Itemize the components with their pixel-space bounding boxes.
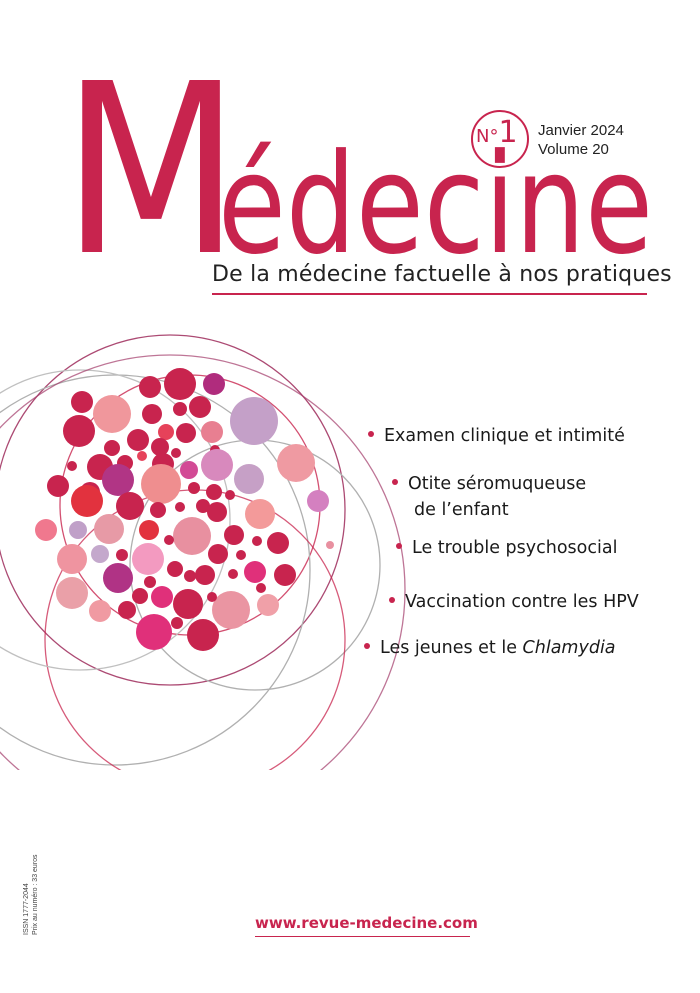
art-dot <box>173 517 211 555</box>
art-dot <box>164 368 196 400</box>
topic-item <box>389 592 639 612</box>
art-dot <box>47 475 69 497</box>
art-dot <box>102 464 134 496</box>
topic-label-italic: Chlamydia <box>522 638 616 658</box>
art-dot <box>189 396 211 418</box>
art-dot <box>116 492 144 520</box>
topic-label: Le trouble psychosocial <box>412 538 618 558</box>
art-dot <box>94 514 124 544</box>
art-dot <box>164 535 174 545</box>
art-dot <box>89 600 111 622</box>
art-dot <box>91 545 109 563</box>
art-dot <box>56 577 88 609</box>
art-dot <box>118 601 136 619</box>
issue-date-block <box>538 121 624 159</box>
website-link[interactable]: www.revue-medecine.com <box>255 914 478 932</box>
art-dot <box>67 461 77 471</box>
art-dot <box>171 448 181 458</box>
topic-item <box>392 471 586 523</box>
bullet-dot-icon <box>392 479 398 485</box>
art-dot <box>63 415 95 447</box>
art-dot <box>93 395 131 433</box>
art-dot <box>277 444 315 482</box>
art-dot <box>234 464 264 494</box>
art-dot <box>208 544 228 564</box>
art-dot <box>307 490 329 512</box>
art-dot <box>132 543 164 575</box>
art-dot <box>136 614 172 650</box>
art-dot <box>225 490 235 500</box>
issue-date: Janvier 2024 <box>538 122 624 139</box>
price-text: Prix au numéro : 33 euros <box>32 854 39 935</box>
issn-text: ISSN 1777-2044 <box>23 883 30 935</box>
art-dot <box>224 525 244 545</box>
art-dot <box>173 589 203 619</box>
art-dot <box>167 561 183 577</box>
art-dot <box>207 502 227 522</box>
art-dot <box>228 569 238 579</box>
art-dot <box>230 397 278 445</box>
topic-label: Examen clinique et intimité <box>384 426 625 446</box>
art-dot <box>206 484 222 500</box>
topic-item <box>368 426 625 446</box>
topic-label: Otite séromuqueuse <box>408 474 587 494</box>
topic-label-line2: de l’enfant <box>414 500 509 520</box>
art-dot <box>137 451 147 461</box>
website-underline <box>255 936 470 937</box>
art-dot <box>326 541 334 549</box>
issn-imprint <box>22 854 40 935</box>
art-dot <box>173 402 187 416</box>
art-dot <box>236 550 246 560</box>
art-dot <box>71 485 103 517</box>
art-dot <box>187 619 219 651</box>
issue-number <box>476 115 518 150</box>
masthead-subtitle: De la médecine factuelle à nos pratiques <box>212 262 672 287</box>
art-dot <box>188 482 200 494</box>
bullet-dot-icon <box>364 643 370 649</box>
art-dot <box>203 373 225 395</box>
art-dot <box>139 376 161 398</box>
art-dot <box>212 591 250 629</box>
topic-label: Vaccination contre les HPV <box>405 592 639 612</box>
art-dot <box>171 617 183 629</box>
masthead-title-initial: M <box>62 33 240 260</box>
art-dot <box>104 440 120 456</box>
art-dot <box>257 594 279 616</box>
issue-volume: Volume 20 <box>538 141 609 158</box>
art-dot <box>150 502 166 518</box>
issue-number-prefix: N° <box>476 126 499 147</box>
art-dot <box>195 565 215 585</box>
art-dot <box>180 461 198 479</box>
art-dot <box>245 499 275 529</box>
art-dot <box>132 588 148 604</box>
art-dot <box>158 424 174 440</box>
art-dot <box>151 438 169 456</box>
art-dot <box>144 576 156 588</box>
art-dot <box>151 586 173 608</box>
art-dot <box>103 563 133 593</box>
art-dot <box>142 404 162 424</box>
masthead-title-rest: édecine <box>218 124 653 260</box>
bullet-dot-icon <box>389 597 395 603</box>
art-dot <box>139 520 159 540</box>
topic-label: Les jeunes et le <box>380 638 523 658</box>
art-dot <box>184 570 196 582</box>
art-dot <box>176 423 196 443</box>
issue-number-value: 1 <box>498 115 518 150</box>
art-dot <box>201 449 233 481</box>
bullet-dot-icon <box>368 431 374 437</box>
art-dot <box>207 592 217 602</box>
art-dot <box>116 549 128 561</box>
art-dot <box>274 564 296 586</box>
art-dot <box>57 544 87 574</box>
subtitle-underline <box>212 293 647 295</box>
art-dot <box>71 391 93 413</box>
art-dot <box>35 519 57 541</box>
topic-item <box>396 538 617 558</box>
art-dot <box>141 464 181 504</box>
art-dot <box>69 521 87 539</box>
art-dot <box>201 421 223 443</box>
bullet-dot-icon <box>396 543 402 549</box>
art-dot <box>256 583 266 593</box>
art-dot <box>175 502 185 512</box>
art-dot <box>244 561 266 583</box>
art-dot <box>252 536 262 546</box>
topic-item <box>364 638 616 658</box>
art-dot <box>267 532 289 554</box>
art-dot <box>127 429 149 451</box>
